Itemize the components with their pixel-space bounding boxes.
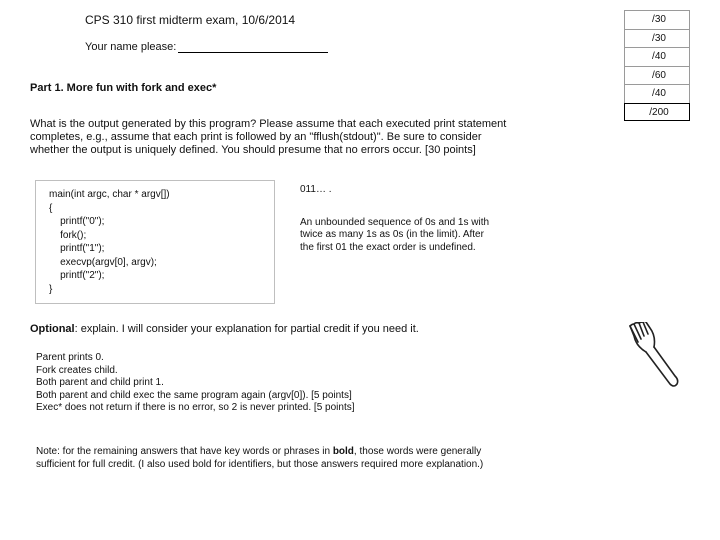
code-line: printf("2"); [49, 270, 105, 281]
fork-icon [620, 322, 682, 390]
code-line: printf("0"); [49, 216, 105, 227]
question-line: completes, e.g., assume that each print is followed by an "fflush(stdout)". Be sure to consider [30, 131, 482, 143]
explanation-line: Parent prints 0. [36, 352, 104, 363]
note-text: , those words were generally [353, 446, 482, 457]
score-cell: /40 [624, 47, 690, 66]
code-line: execvp(argv[0], argv); [49, 256, 157, 268]
optional-prompt [30, 323, 419, 335]
note-line [36, 446, 483, 459]
optional-label: Optional [30, 323, 75, 335]
exam-title: CPS 310 first midterm exam, 10/6/2014 [85, 13, 296, 27]
grading-note [36, 446, 483, 471]
question-line: What is the output generated by this program? Please assume that each executed print statement [30, 118, 507, 130]
note-line: sufficient for full credit. (I also used bold for identifiers, but those answers required more explanation.) [36, 458, 484, 470]
score-cell: /40 [624, 84, 690, 103]
answer-line: An unbounded sequence of 0s and 1s with [300, 216, 490, 228]
score-cell: /30 [624, 10, 690, 29]
part1-heading: Part 1. More fun with fork and exec* [30, 82, 217, 94]
code-line: } [49, 283, 53, 295]
question-line: whether the output is uniquely defined. You should presume that no errors occur. [30 points] [30, 144, 476, 156]
code-box [35, 180, 275, 304]
score-total-cell: /200 [624, 103, 690, 122]
note-text: Note: for the remaining answers that have key words or phrases in [36, 446, 333, 457]
explanation-line: Exec* does not return if there is no error, so 2 is never printed. [5 points] [36, 402, 355, 413]
optional-text: : explain. I will consider your explanation for partial credit if you need it. [74, 323, 419, 335]
answer-box [300, 184, 520, 254]
explanation-line: Both parent and child exec the same program again (argv[0]). [5 points] [36, 389, 352, 401]
code-line: { [49, 202, 53, 214]
name-label: Your name please: [85, 41, 177, 53]
answer-explanation [300, 217, 520, 255]
answer-short: 011… . [300, 184, 332, 195]
answer-line: twice as many 1s as 0s (in the limit). After [300, 229, 484, 240]
explanation-block [36, 352, 355, 415]
code-line: printf("1"); [49, 243, 105, 254]
score-table [624, 10, 690, 121]
answer-line: the first 01 the exact order is undefined. [300, 241, 476, 253]
code-line: main(int argc, char * argv[]) [49, 189, 170, 200]
question-text [30, 118, 510, 157]
name-input-line[interactable] [178, 52, 328, 53]
score-cell: /30 [624, 29, 690, 48]
explanation-line: Fork creates child. [36, 364, 118, 376]
note-bold-word: bold [332, 446, 354, 457]
explanation-line: Both parent and child print 1. [36, 377, 164, 388]
code-line: fork(); [49, 229, 87, 241]
score-cell: /60 [624, 66, 690, 85]
